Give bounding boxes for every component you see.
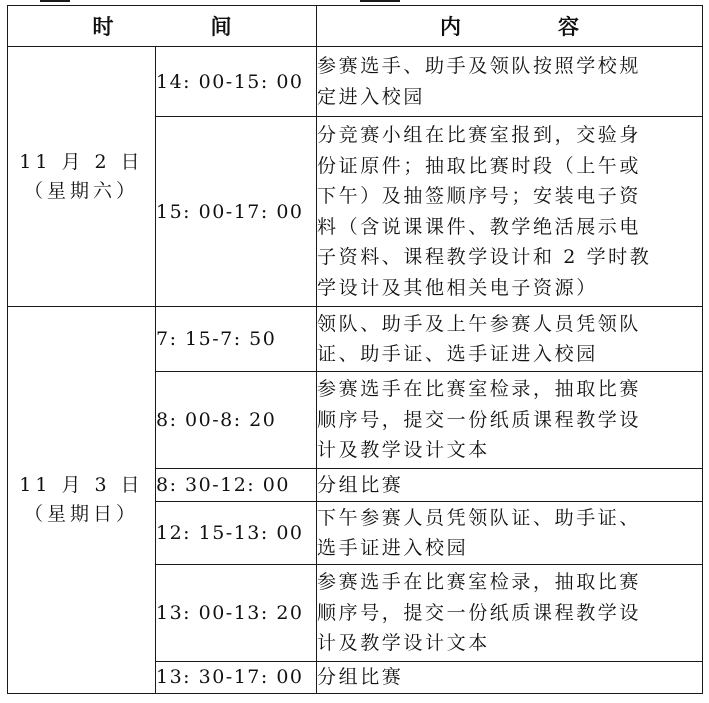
date-label: 11 月 3 日 xyxy=(19,473,144,496)
content-cell: 领队、助手及上午参赛人员凭领队 证、助手证、选手证进入校园 xyxy=(317,307,703,372)
content-cell: 分组比赛 xyxy=(317,469,703,502)
time-cell: 15: 00-17: 00 xyxy=(156,117,317,307)
content-cell: 参赛选手、助手及领队按照学校规 定进入校园 xyxy=(317,47,703,117)
content-cell: 参赛选手在比赛室检录，抽取比赛 顺序号，提交一份纸质课程教学设 计及教学设计文本 xyxy=(317,372,703,469)
header-content: 内 容 xyxy=(317,6,703,47)
time-cell: 14: 00-15: 00 xyxy=(156,47,317,117)
time-cell: 8: 00-8: 20 xyxy=(156,372,317,469)
time-cell: 13: 00-13: 20 xyxy=(156,565,317,662)
content-cell: 分竞赛小组在比赛室报到，交验身 份证原件；抽取比赛时段（上午或 下午）及抽签顺序号；安装电子资 料（含说课课件、教学绝活展示电 子资料、课程教学设计和 2 学时教 学设计及其他相关电子资源） xyxy=(317,117,703,307)
table-row xyxy=(8,47,703,117)
time-cell: 12: 15-13: 00 xyxy=(156,502,317,565)
competition-schedule-table xyxy=(7,5,703,694)
content-cell: 分组比赛 xyxy=(317,662,703,694)
date-cell-day1 xyxy=(8,47,156,307)
weekday-label: （星期六） xyxy=(23,179,139,202)
time-cell: 8: 30-12: 00 xyxy=(156,469,317,502)
time-cell: 13: 30-17: 00 xyxy=(156,662,317,694)
header-time: 时 间 xyxy=(8,6,317,47)
content-cell: 下午参赛人员凭领队证、助手证、 选手证进入校园 xyxy=(317,502,703,565)
date-label: 11 月 2 日 xyxy=(19,150,144,173)
content-cell: 参赛选手在比赛室检录，抽取比赛 顺序号，提交一份纸质课程教学设 计及教学设计文本 xyxy=(317,565,703,662)
date-cell-day2 xyxy=(8,307,156,694)
top-rule-fragments xyxy=(0,0,709,3)
header-row xyxy=(8,6,703,47)
weekday-label: （星期日） xyxy=(23,502,139,525)
table-row xyxy=(8,307,703,372)
time-cell: 7: 15-7: 50 xyxy=(156,307,317,372)
